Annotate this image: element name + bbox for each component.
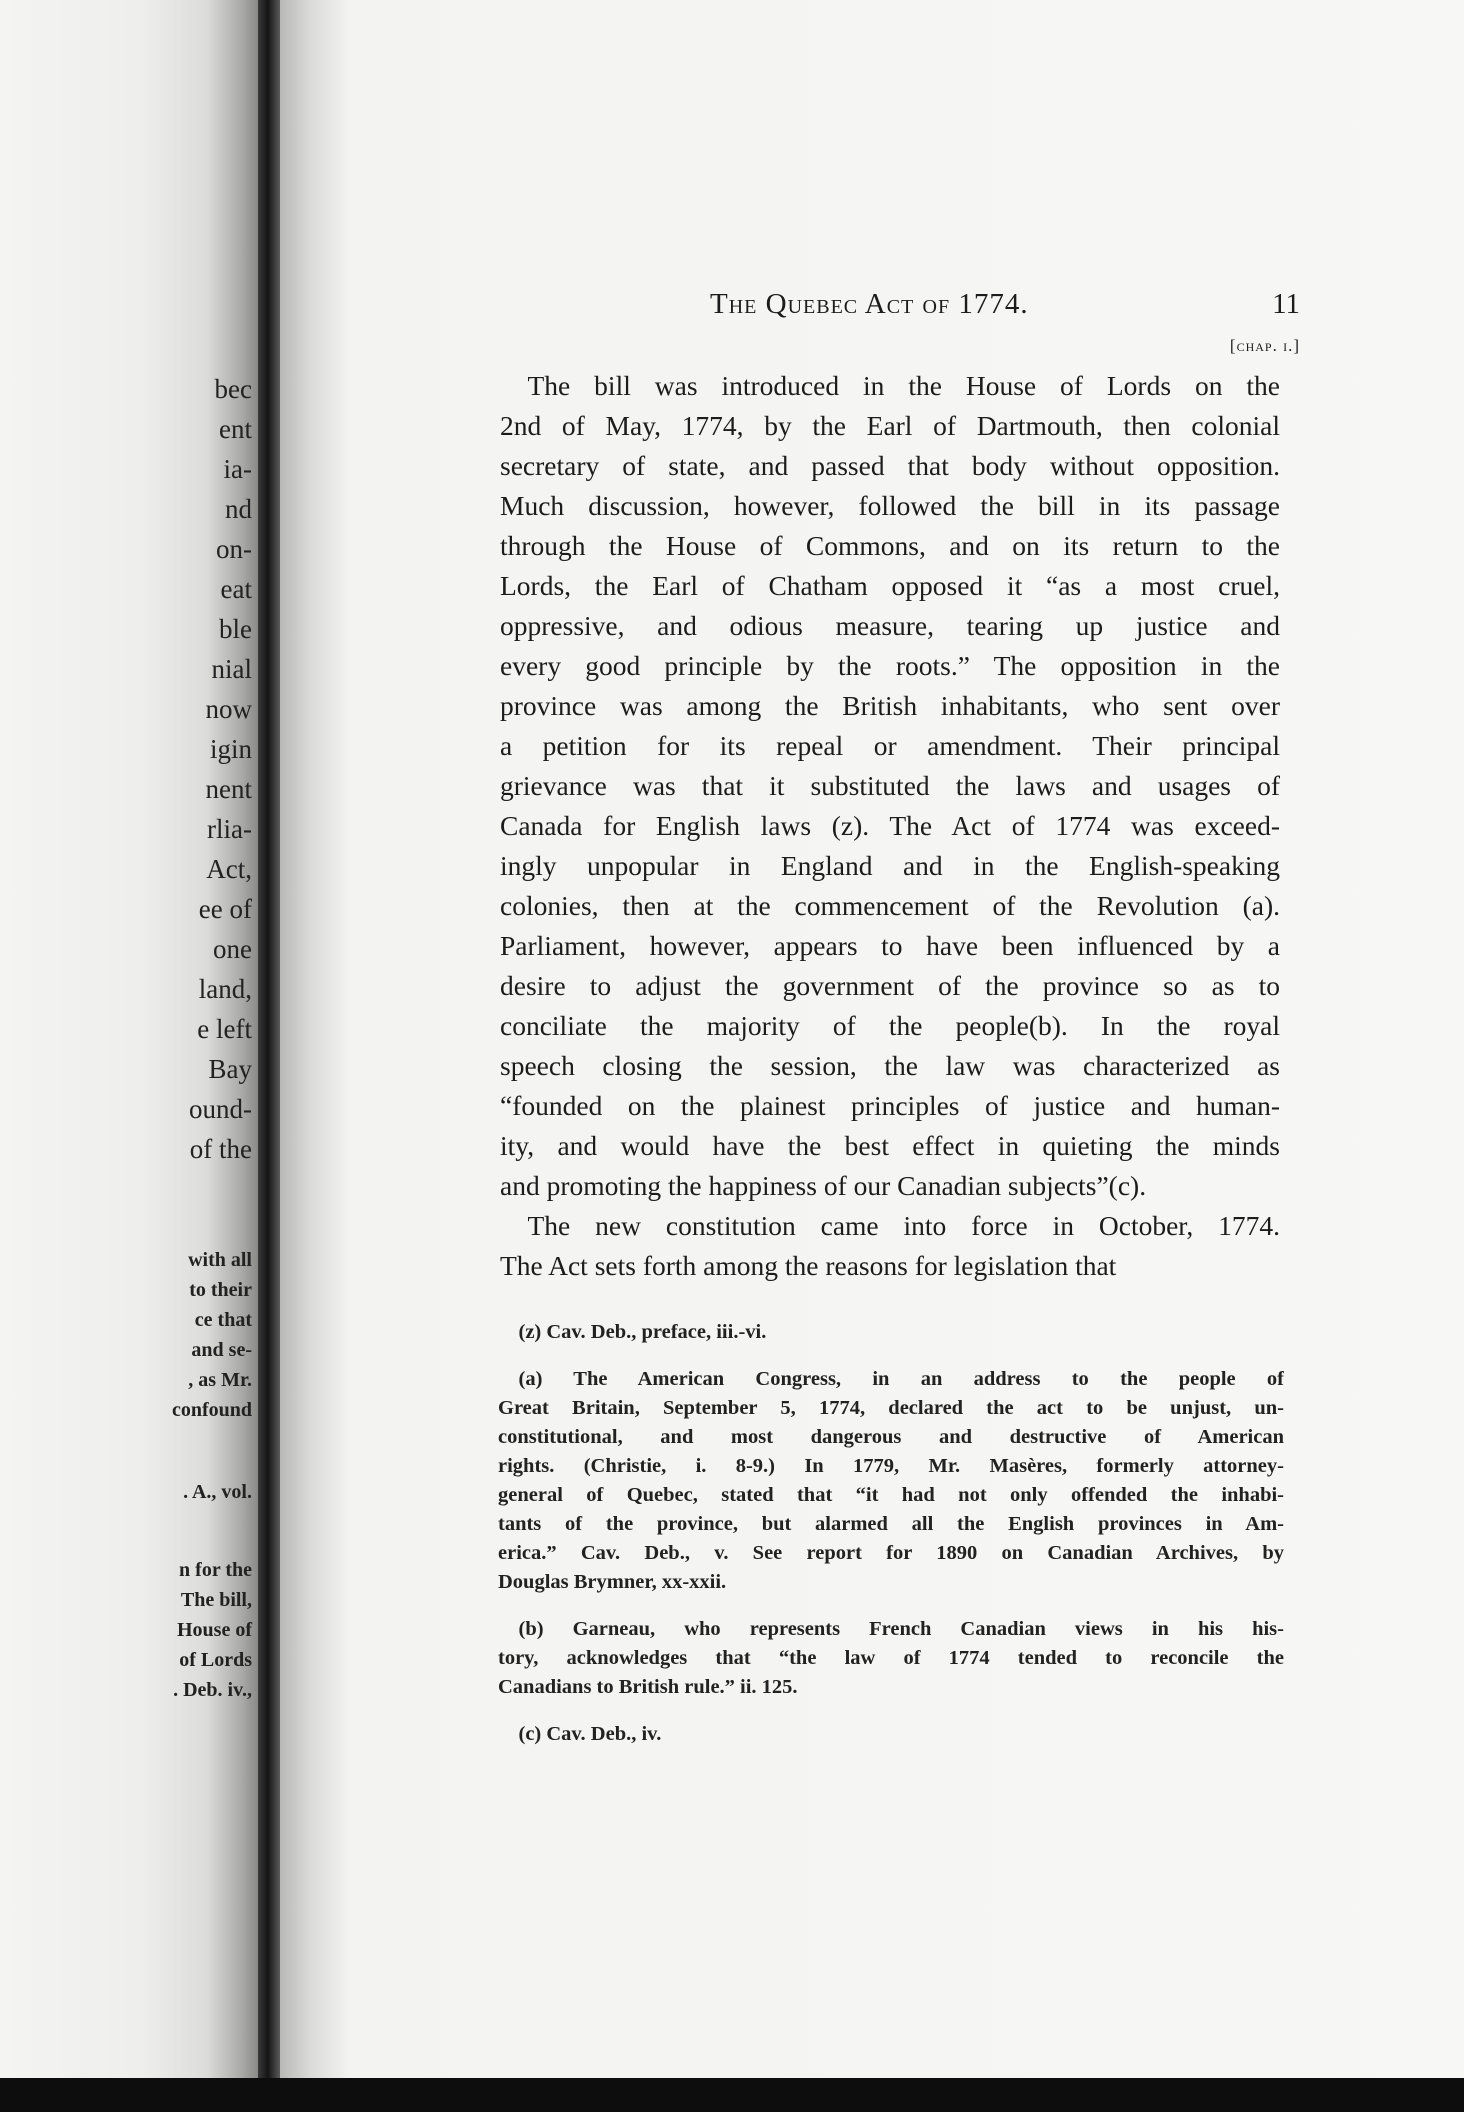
body-text: [500, 366, 1280, 1286]
left-page-fragment: e left: [197, 1014, 252, 1044]
left-page-fragment: Act,: [206, 854, 252, 884]
footnote: [498, 1720, 1284, 1749]
left-page-note-fragment: to their: [189, 1279, 252, 1301]
left-page-fragment: of the: [189, 1134, 252, 1164]
left-page-fragment: eat: [220, 574, 252, 604]
footnote-line: tants of the province, but alarmed all the English provinces in Am-: [498, 1513, 1284, 1535]
left-page-note-fragment: with all: [188, 1249, 252, 1271]
footnote-line: (a) The American Congress, in an address to the people of: [498, 1368, 1284, 1390]
left-page-fragment: nent: [205, 774, 252, 804]
footnote-line: (z) Cav. Deb., preface, iii.-vi.: [498, 1321, 767, 1343]
footnote: [498, 1615, 1284, 1702]
footnote-line: erica.” Cav. Deb., v. See report for 1890 on Canadian Archives, by: [498, 1542, 1284, 1564]
left-page-note-fragment: House of: [177, 1619, 252, 1641]
left-page-fragment: ound-: [189, 1094, 252, 1124]
scan-border: [0, 2078, 1464, 2112]
left-page-fragment: one: [213, 934, 252, 964]
footnote-line: (c) Cav. Deb., iv.: [498, 1723, 662, 1745]
left-page-fragment: ia-: [223, 454, 252, 484]
body-line: ity, and would have the best effect in quieting the minds: [500, 1130, 1280, 1161]
body-line: province was among the British inhabitants, who sent over: [500, 690, 1280, 721]
left-page-note-fragment: and se-: [191, 1339, 252, 1361]
left-page-note-fragment: . Deb. iv.,: [173, 1679, 252, 1701]
footnote-line: rights. (Christie, i. 8-9.) In 1779, Mr. Masères, formerly attorney-: [498, 1455, 1284, 1477]
body-line: grievance was that it substituted the laws and usages of: [500, 770, 1280, 801]
body-line: 2nd of May, 1774, by the Earl of Dartmouth, then colonial: [500, 410, 1280, 441]
running-title: The Quebec Act of 1774.: [710, 288, 1029, 320]
body-line: conciliate the majority of the people(b). In the royal: [500, 1010, 1280, 1041]
body-line: Much discussion, however, followed the bill in its passage: [500, 490, 1280, 521]
left-page-note-fragment: n for the: [179, 1559, 252, 1581]
left-page-fragment: igin: [209, 734, 252, 764]
footnote-line: constitutional, and most dangerous and destructive of American: [498, 1426, 1284, 1448]
body-line: secretary of state, and passed that body without opposition.: [500, 450, 1280, 481]
footnote-line: Douglas Brymner, xx-xxii.: [498, 1571, 727, 1593]
body-line: The Act sets forth among the reasons for legislation that: [500, 1250, 1117, 1281]
left-page-fragment: ble: [219, 614, 252, 644]
left-page-fragment: ent: [219, 414, 252, 444]
body-line: every good principle by the roots.” The opposition in the: [500, 650, 1280, 681]
body-line: The bill was introduced in the House of Lords on the: [500, 370, 1280, 401]
left-page-fragment: now: [205, 694, 252, 724]
left-page-note-fragment: confound: [171, 1399, 252, 1421]
left-page-fragment: nd: [225, 494, 252, 524]
body-line: speech closing the session, the law was characterized as: [500, 1050, 1280, 1081]
body-line: oppressive, and odious measure, tearing up justice and: [500, 610, 1280, 641]
left-page-fragment: ee of: [198, 894, 252, 924]
left-page-fragment: rlia-: [207, 814, 252, 844]
chapter-reference: [chap. i.]: [1229, 336, 1300, 355]
book-gutter: [258, 0, 280, 2078]
footnotes: [498, 1318, 1284, 1749]
left-page-note-fragment: The bill,: [180, 1589, 252, 1611]
footnote-line: (b) Garneau, who represents French Canadian views in his his-: [498, 1618, 1284, 1640]
left-page-edge: [0, 0, 258, 2078]
body-line: a petition for its repeal or amendment. Their principal: [500, 730, 1280, 761]
footnote: [498, 1365, 1284, 1597]
left-page-fragment: Bay: [208, 1054, 252, 1084]
body-line: ingly unpopular in England and in the English-speaking: [500, 850, 1280, 881]
footnote-line: general of Quebec, stated that “it had not only offended the inhabi-: [498, 1484, 1284, 1506]
body-line: and promoting the happiness of our Canadian subjects”(c).: [500, 1170, 1147, 1201]
left-page-fragment: bec: [214, 374, 252, 404]
left-page-fragment: land,: [198, 974, 252, 1004]
body-line: Parliament, however, appears to have been influenced by a: [500, 930, 1280, 961]
footnote-line: Great Britain, September 5, 1774, declared the act to be unjust, un-: [498, 1397, 1284, 1419]
footnote-line: tory, acknowledges that “the law of 1774 tended to reconcile the: [498, 1647, 1284, 1669]
left-page-fragment: on-: [216, 534, 252, 564]
body-line: Lords, the Earl of Chatham opposed it “as a most cruel,: [500, 570, 1280, 601]
body-line: through the House of Commons, and on its return to the: [500, 530, 1280, 561]
body-line: “founded on the plainest principles of justice and human-: [500, 1090, 1280, 1121]
footnote-line: Canadians to British rule.” ii. 125.: [498, 1676, 798, 1698]
left-page-note-fragment: of Lords: [179, 1649, 252, 1671]
body-line: desire to adjust the government of the province so as to: [500, 970, 1280, 1001]
body-line: Canada for English laws (z). The Act of 1774 was exceed-: [500, 810, 1280, 841]
left-page-note-fragment: . A., vol.: [183, 1481, 252, 1503]
right-page: [280, 0, 1464, 2078]
body-line: colonies, then at the commencement of the Revolution (a).: [500, 890, 1280, 921]
page-number: 11: [1272, 288, 1300, 320]
left-page-note-fragment: ce that: [194, 1309, 252, 1331]
body-line: The new constitution came into force in October, 1774.: [500, 1210, 1280, 1241]
left-page-note-fragment: , as Mr.: [188, 1369, 252, 1391]
running-head: [710, 288, 1300, 355]
left-page-fragment: nial: [211, 654, 252, 684]
footnote: [498, 1318, 1284, 1347]
